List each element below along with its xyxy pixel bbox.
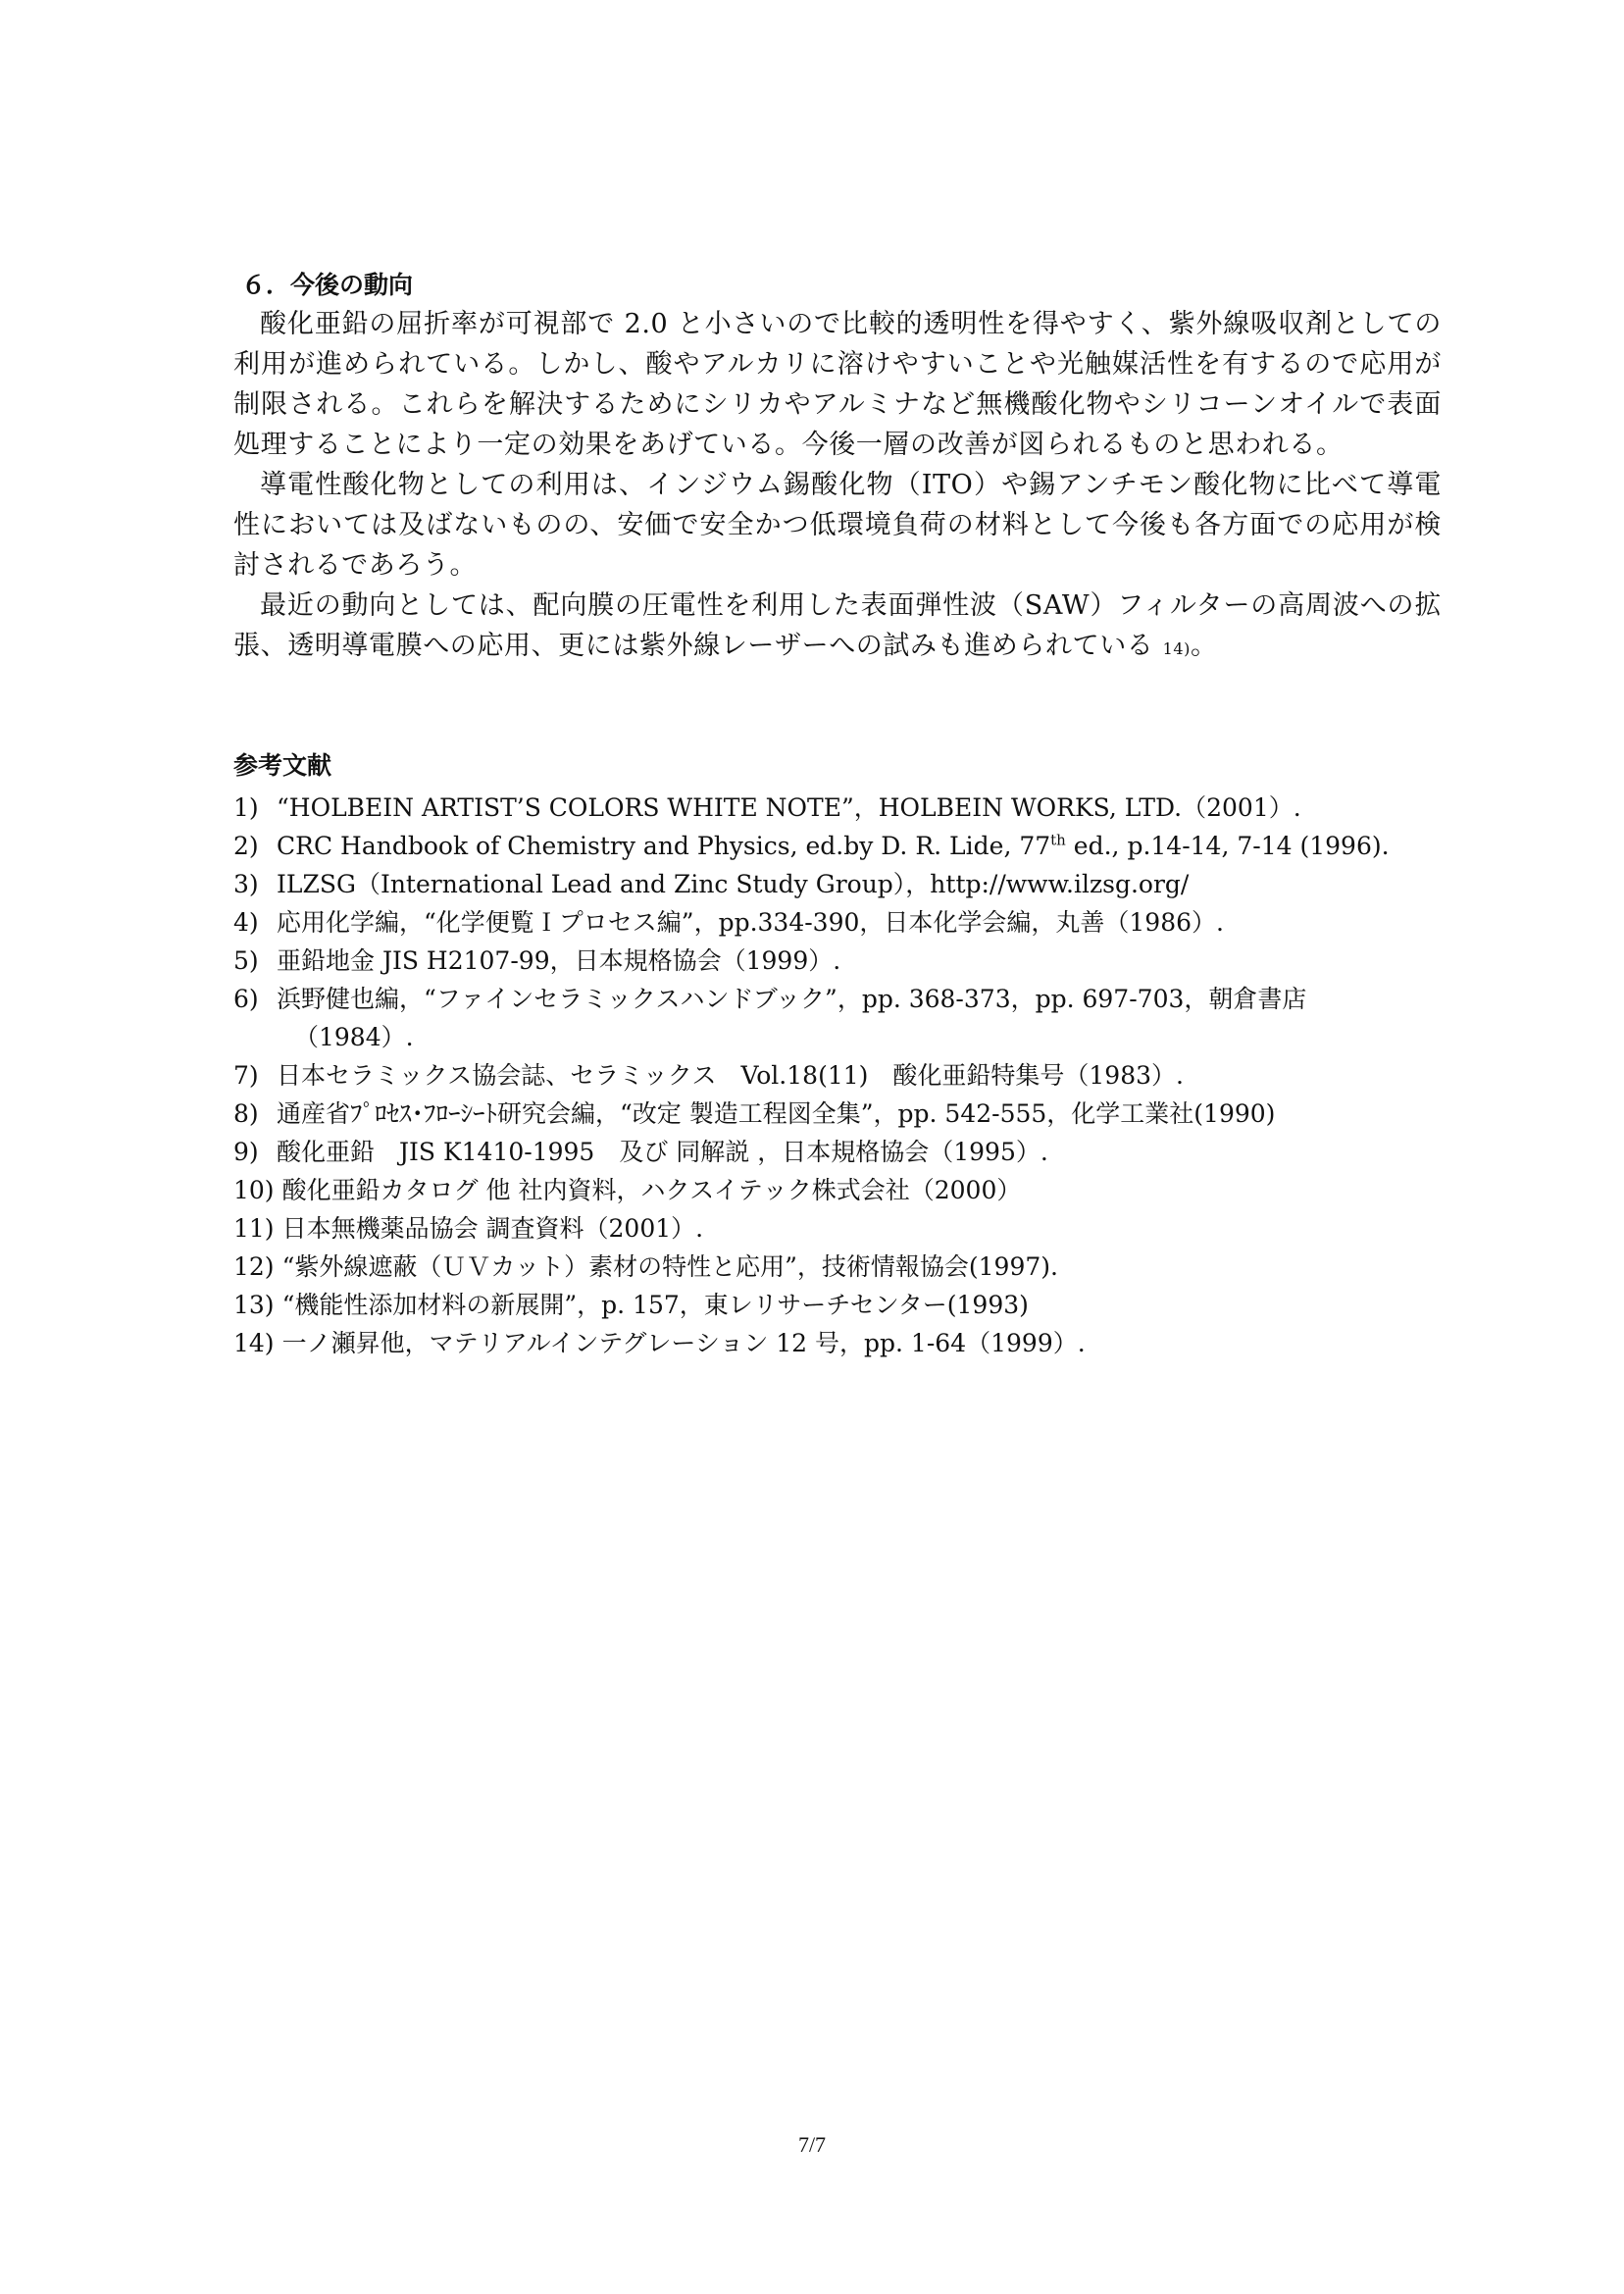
reference-item-4 (233, 903, 1442, 942)
reference-number: 13) (233, 1291, 275, 1319)
page-number: 7/7 (797, 2132, 827, 2157)
reference-text: “紫外線遮蔽（ＵＶカット）素材の特性と応用”，技術情報協会(1997). (281, 1252, 1058, 1281)
reference-number: 1) (233, 793, 259, 822)
reference-number: 7) (233, 1061, 259, 1090)
reference-text: ILZSG（International Lead and Zinc Study Group），http://www.ilzsg.org/ (277, 870, 1190, 898)
reference-text (277, 980, 1442, 1056)
reference-number: 6) (233, 985, 259, 1013)
reference-text: 日本無機薬品協会 調査資料（2001）. (281, 1214, 704, 1243)
reference-item-7 (233, 1056, 1442, 1095)
reference-text: 一ノ瀬昇他，マテリアルインテグレーション 12 号，pp. 1-64（1999）. (281, 1329, 1086, 1357)
reference-text: 酸化亜鉛カタログ 他 社内資料，ハクスイテック株式会社（2000） (281, 1176, 1022, 1204)
paragraph-uv-absorber: 酸化亜鉛の屈折率が可視部で 2.0 と小さいので比較的透明性を得やすく、紫外線吸収剤としての利用が進められている。しかし、酸やアルカリに溶けやすいことや光触媒活性を有するので応用が制限される。これらを解決するためにシリカやアルミナなど無機酸化物やシリコーンオイルで表面処理することにより一定の効果をあげている。今後一層の改善が図られるものと思われる。 (233, 309, 1442, 460)
reference-number: 4) (233, 908, 259, 937)
reference-text: 応用化学編，“化学便覧Ｉプロセス編”，pp.334-390，日本化学会編，丸善（1986）. (277, 908, 1224, 937)
reference-number: 2) (233, 832, 259, 860)
reference-item-9 (233, 1133, 1442, 1171)
reference-text: “機能性添加材料の新展開”，p. 157，東レリサーチセンター(1993) (281, 1291, 1029, 1319)
section-heading: ６．今後の動向 (241, 271, 414, 299)
reference-item-14 (233, 1324, 1442, 1362)
reference-item-3 (233, 865, 1442, 903)
reference-item-5 (233, 942, 1442, 980)
reference-text-pre: CRC Handbook of Chemistry and Physics, ed.by D. R. Lide, 77 (277, 832, 1051, 860)
reference-text (277, 827, 1442, 865)
reference-text: 酸化亜鉛 JIS K1410-1995 及び 同解説 ，日本規格協会（1995）. (277, 1138, 1048, 1166)
reference-list (233, 789, 1442, 1362)
reference-item-6 (233, 980, 1442, 1056)
reference-text: 亜鉛地金 JIS H2107-99，日本規格協会（1999）. (277, 946, 841, 975)
reference-number: 5) (233, 946, 259, 975)
reference-item-2 (233, 827, 1442, 865)
paragraph-recent-trends-text: 最近の動向としては、配向膜の圧電性を利用した表面弾性波（SAW）フィルターの高周波への拡張、透明導電膜への応用、更には紫外線レーザーへの試みも進められている (233, 590, 1442, 661)
citation-marker: 14) (1162, 639, 1191, 658)
reference-superscript: th (1050, 831, 1066, 849)
reference-number: 10) (233, 1176, 275, 1204)
reference-text-continuation: （1984）. (294, 1023, 414, 1051)
paragraph-conductive-oxide: 導電性酸化物としての利用は、インジウム錫酸化物（ITO）や錫アンチモン酸化物に比べて導電性においては及ばないものの、安価で安全かつ低環境負荷の材料として今後も各方面での応用が検討されるであろう。 (233, 470, 1442, 581)
reference-item-12 (233, 1248, 1442, 1286)
reference-number: 11) (233, 1214, 275, 1243)
paragraph-end-mark: 。 (1191, 631, 1218, 661)
paragraph-recent-trends (233, 586, 1442, 669)
reference-text: 通産省ﾌﾟﾛｾｽ･ﾌﾛｰｼｰﾄ研究会編，“改定 製造工程図全集”，pp. 542-555，化学工業社(1990) (277, 1099, 1276, 1128)
reference-item-11 (233, 1209, 1442, 1248)
reference-number: 14) (233, 1329, 275, 1357)
reference-text-main: 浜野健也編，“ファインセラミックスハンドブック”，pp. 368-373，pp. 697-703，朝倉書店 (277, 985, 1307, 1013)
reference-text: 日本セラミックス協会誌、セラミックス Vol.18(11) 酸化亜鉛特集号（1983）. (277, 1061, 1184, 1090)
reference-text: “HOLBEIN ARTIST’S COLORS WHITE NOTE”，HOLBEIN WORKS, LTD.（2001）. (277, 793, 1301, 822)
reference-item-1 (233, 789, 1442, 827)
reference-text-post: ed., p.14-14, 7-14 (1996). (1065, 832, 1390, 860)
reference-number: 12) (233, 1252, 275, 1281)
reference-item-13 (233, 1286, 1442, 1324)
page-content (233, 267, 1442, 1362)
reference-number: 9) (233, 1138, 259, 1166)
references-heading: 参考文献 (233, 751, 332, 780)
reference-item-10 (233, 1171, 1442, 1209)
reference-number: 3) (233, 870, 259, 898)
reference-item-8 (233, 1095, 1442, 1133)
reference-number: 8) (233, 1099, 259, 1128)
